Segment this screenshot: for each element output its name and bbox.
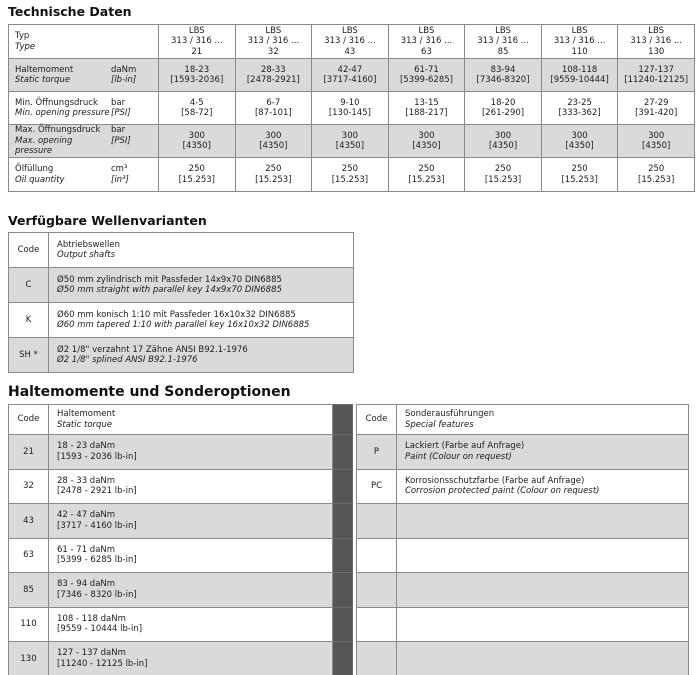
column-header: LBS 313 / 316 ... 85 [465, 25, 542, 59]
column-header: LBS 313 / 316 ... 32 [235, 25, 312, 59]
value-cell: 4-5 [58-72] [159, 92, 236, 125]
table-row [9, 268, 354, 303]
table-row [9, 469, 353, 504]
table-row [9, 25, 695, 59]
table-row [9, 435, 353, 470]
value-cell: 13-15 [188-217] [388, 92, 465, 125]
table-row [9, 92, 695, 125]
torque-cell: 18 - 23 daNm [1593 - 2036 lb-in] [49, 435, 333, 470]
table-row [9, 573, 353, 608]
value-cell: 300 [4350] [465, 125, 542, 158]
row-label-en: Static torque [15, 75, 71, 85]
value-cell: 83-94 [7346-8320] [465, 59, 542, 92]
feature-cell: Korrosionsschutzfarbe (Farbe auf Anfrage) Corrosion protected paint (Colour on request) [397, 469, 689, 504]
column-header: LBS 313 / 316 ... 110 [541, 25, 618, 59]
value-cell: 250 [15.253] [618, 158, 695, 192]
table-row [357, 573, 689, 608]
code-header-cell: Code [357, 405, 397, 435]
table-row [9, 125, 695, 158]
description-cell: Ø50 mm zylindrisch mit Passfeder 14x9x70 DIN6885 Ø50 mm straight with parallel key 14x9x70 DIN6885 [49, 268, 354, 303]
divider-bar [333, 504, 353, 539]
table-row [9, 338, 354, 373]
code-cell [357, 573, 397, 608]
table-row [9, 607, 353, 642]
description-cell: Ø60 mm konisch 1:10 mit Passfeder 16x10x32 DIN6885 Ø60 mm tapered 1:10 with parallel key 16x10x32 DIN6885 [49, 303, 354, 338]
table-row [357, 435, 689, 470]
description-header-cell: Haltemoment Static torque [49, 405, 333, 435]
code-cell: 43 [9, 504, 49, 539]
feature-cell [397, 538, 689, 573]
row-header-cell [9, 59, 159, 92]
code-header-cell: Code [9, 233, 49, 268]
divider-bar [333, 469, 353, 504]
divider-bar [333, 435, 353, 470]
torques-options-tables [8, 404, 700, 675]
code-cell [357, 538, 397, 573]
row-label-en: Max. opening pressure [15, 135, 73, 157]
value-cell: 18-20 [261-290] [465, 92, 542, 125]
feature-cell [397, 573, 689, 608]
value-cell: 250 [15.253] [541, 158, 618, 192]
value-cell: 300 [4350] [388, 125, 465, 158]
value-cell: 300 [4350] [159, 125, 236, 158]
value-cell: 300 [4350] [235, 125, 312, 158]
description-header-cell: Abtriebswellen Output shafts [49, 233, 354, 268]
code-cell: 85 [9, 573, 49, 608]
divider-bar [333, 573, 353, 608]
static-torque-codes-table [8, 404, 353, 675]
feature-cell [397, 504, 689, 539]
special-features-table [356, 404, 689, 675]
value-cell: 9-10 [130-145] [312, 92, 389, 125]
value-cell: 28-33 [2478-2921] [235, 59, 312, 92]
code-cell: P [357, 435, 397, 470]
value-cell: 61-71 [5399-6285] [388, 59, 465, 92]
code-header-cell: Code [9, 405, 49, 435]
value-cell: 6-7 [87-101] [235, 92, 312, 125]
corner-cell [9, 25, 159, 59]
code-cell: 63 [9, 538, 49, 573]
row-label-en: Min. opening pressure [15, 108, 110, 118]
unit-cell: bar [PSI] [111, 125, 131, 146]
table-row [9, 405, 353, 435]
code-cell: SH * [9, 338, 49, 373]
table-row [9, 233, 354, 268]
technical-data-table [8, 24, 695, 192]
feature-cell [397, 642, 689, 675]
value-cell: 250 [15.253] [235, 158, 312, 192]
value-cell: 127-137 [11240-12125] [618, 59, 695, 92]
value-cell: 300 [4350] [312, 125, 389, 158]
description-cell: Ø2 1/8" verzahnt 17 Zähne ANSI B92.1-1976 Ø2 1/8" splined ANSI B92.1-1976 [49, 338, 354, 373]
table-row [9, 158, 695, 192]
value-cell: 23-25 [333-362] [541, 92, 618, 125]
table-row [9, 538, 353, 573]
code-cell: PC [357, 469, 397, 504]
code-cell [357, 504, 397, 539]
value-cell: 300 [4350] [618, 125, 695, 158]
column-header: LBS 313 / 316 ... 43 [312, 25, 389, 59]
table-row [357, 607, 689, 642]
code-cell: 130 [9, 642, 49, 675]
divider-bar [333, 405, 353, 435]
row-label-de: Typ [15, 31, 30, 41]
code-cell: C [9, 268, 49, 303]
row-label-en: Oil quantity [15, 174, 65, 185]
column-header: LBS 313 / 316 ... 63 [388, 25, 465, 59]
table-row [9, 303, 354, 338]
code-cell [357, 607, 397, 642]
value-cell: 250 [15.253] [159, 158, 236, 192]
feature-cell [397, 607, 689, 642]
torque-cell: 83 - 94 daNm [7346 - 8320 lb-in] [49, 573, 333, 608]
section-title-torques-options: Haltemomente und Sonderoptionen [8, 384, 291, 400]
divider-bar [333, 642, 353, 675]
row-label-en: Type [15, 41, 36, 52]
torque-cell: 61 - 71 daNm [5399 - 6285 lb-in] [49, 538, 333, 573]
value-cell: 108-118 [9559-10444] [541, 59, 618, 92]
row-label-de: Min. Öffnungsdruck [15, 97, 98, 108]
table-row [9, 642, 353, 675]
value-cell: 300 [4350] [541, 125, 618, 158]
unit-cell: daNm [lb-in] [111, 64, 137, 85]
row-label-de: Ölfüllung [15, 164, 54, 174]
value-cell: 250 [15.253] [465, 158, 542, 192]
value-cell: 27-29 [391-420] [618, 92, 695, 125]
table-row [357, 538, 689, 573]
table-row [357, 642, 689, 675]
unit-cell: bar [PSI] [111, 97, 131, 118]
table-row [9, 504, 353, 539]
value-cell: 250 [15.253] [312, 158, 389, 192]
table-row [357, 469, 689, 504]
description-header-cell: Sonderausführungen Special features [397, 405, 689, 435]
row-header-cell [9, 158, 159, 192]
row-label-de: Haltemoment [15, 64, 74, 75]
table-row [357, 405, 689, 435]
torque-cell: 108 - 118 daNm [9559 - 10444 lb-in] [49, 607, 333, 642]
code-cell: 110 [9, 607, 49, 642]
code-cell: 32 [9, 469, 49, 504]
code-cell [357, 642, 397, 675]
value-cell: 42-47 [3717-4160] [312, 59, 389, 92]
value-cell: 250 [15.253] [388, 158, 465, 192]
divider-bar [333, 538, 353, 573]
value-cell: 18-23 [1593-2036] [159, 59, 236, 92]
row-header-cell [9, 92, 159, 125]
feature-cell: Lackiert (Farbe auf Anfrage) Paint (Colour on request) [397, 435, 689, 470]
unit-cell: cm³ [in³] [111, 164, 129, 185]
shaft-variants-table [8, 232, 354, 373]
torque-cell: 42 - 47 daNm [3717 - 4160 lb-in] [49, 504, 333, 539]
torque-cell: 28 - 33 daNm [2478 - 2921 lb-in] [49, 469, 333, 504]
row-header-cell [9, 125, 159, 158]
code-cell: 21 [9, 435, 49, 470]
divider-bar [333, 607, 353, 642]
table-row [357, 504, 689, 539]
column-header: LBS 313 / 316 ... 130 [618, 25, 695, 59]
section-title-technical-data: Technische Daten [8, 4, 132, 19]
table-row [9, 59, 695, 92]
section-title-shaft-variants: Verfügbare Wellenvarianten [8, 213, 207, 228]
column-header: LBS 313 / 316 ... 21 [159, 25, 236, 59]
torque-cell: 127 - 137 daNm [11240 - 12125 lb-in] [49, 642, 333, 675]
code-cell: K [9, 303, 49, 338]
row-label-de: Max. Öffnungsdruck [15, 125, 101, 136]
